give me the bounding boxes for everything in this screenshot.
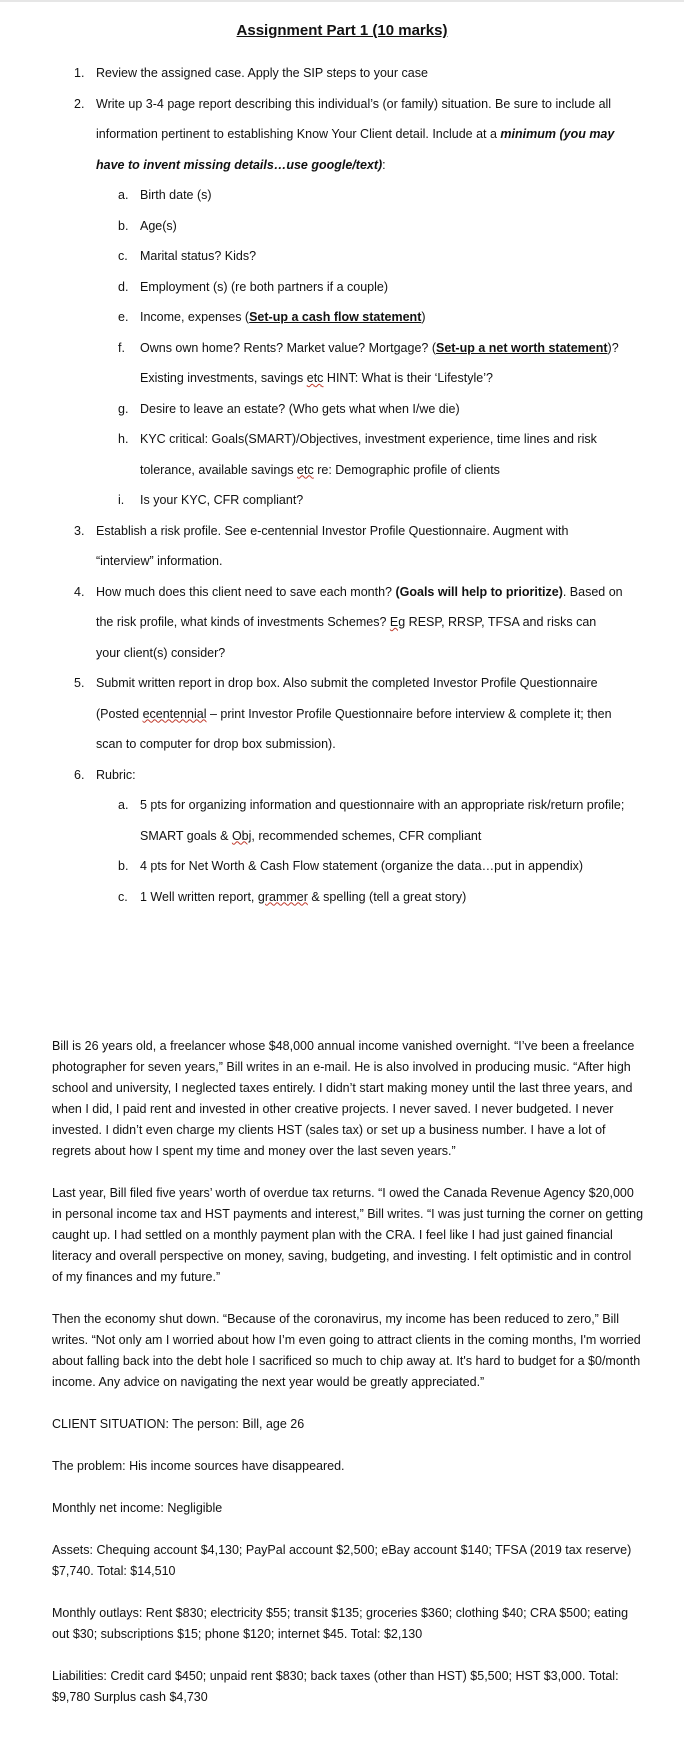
list-item: b. 4 pts for Net Worth & Cash Flow statement (organize the data…put in appendix): [118, 859, 584, 873]
list-item: e. Income, expenses (Set-up a cash flow statement): [118, 310, 426, 324]
assignment-title: Assignment Part 1 (10 marks): [236, 22, 448, 39]
problem-statement: The problem: His income sources have disappeared.: [52, 1459, 345, 1473]
monthly-outlays: Monthly outlays: Rent $830; electricity $55; transit $135; groceries $360; clothing $40; CRA $500; eating out $30; subscriptions $15; phone $120; internet $45. Total: $2,130: [52, 1606, 629, 1641]
list-item: 1. Review the assigned case. Apply the SIP steps to your case: [74, 66, 428, 80]
list-item: 2. Write up 3-4 page report describing this individual’s (or family) situation. Be sure to include all information pertinent to establishing Know Your Client detail. Include at a minimum (you may have to invent missing details…use google/text):: [74, 96, 615, 172]
case-paragraph: Bill is 26 years old, a freelancer whose $48,000 annual income vanished overnight. “I’ve been a freelance photographer for seven years,” Bill writes in an e-mail. He is also involved in producing music. “After high school and university, I neglected taxes entirely. I didn’t start making money until the last three years, and when I did, I paid rent and invested in other creative projects. I never saved. I never budgeted. I never invested. I didn’t even charge my clients HST (sales tax) or set up a business number. I have a lot of regrets about how I spent my time and money over the last seven years.”: [52, 1039, 635, 1158]
list-item: a. Birth date (s): [118, 188, 212, 202]
list-item: d. Employment (s) (re both partners if a couple): [118, 279, 389, 294]
list-item: 3. Establish a risk profile. See e-centennial Investor Profile Questionnaire. Augment with “interview” information.: [74, 523, 569, 568]
list-item: f. Owns own home? Rents? Market value? Mortgage? (Set-up a net worth statement)? Existing investments, savings etc HINT: What is their ‘Lifestyle’?: [118, 340, 619, 385]
page-top-edge: [0, 0, 684, 2]
list-item: 6. Rubric:: [74, 767, 136, 782]
list-item: c. 1 Well written report, grammer & spelling (tell a great story): [118, 889, 467, 904]
list-item: 5. Submit written report in drop box. Also submit the completed Investor Profile Questionnaire (Posted ecentennial – print Investor Profile Questionnaire before interview & complete it; then scan to computer for drop box submission).: [74, 676, 612, 751]
monthly-net-income: Monthly net income: Negligible: [52, 1501, 223, 1515]
list-item: b. Age(s): [118, 218, 177, 233]
case-paragraph: Last year, Bill filed five years’ worth of overdue tax returns. “I owed the Canada Revenue Agency $20,000 in personal income tax and HST payments and interest,” Bill writes. “I was just turning the corner on getting caught up. I had settled on a monthly payment plan with the CRA. I feel like I had just gained financial literacy and overall perspective on money, saving, budgeting, and investing. I felt optimistic and in control of my finances and my future.”: [52, 1186, 644, 1284]
list-item: g. Desire to leave an estate? (Who gets what when I/we die): [118, 401, 460, 416]
list-item: a. 5 pts for organizing information and questionnaire with an appropriate risk/return profile; SMART goals & Obj, recommended schemes, CFR compliant: [118, 798, 625, 843]
client-situation: CLIENT SITUATION: The person: Bill, age 26: [52, 1417, 305, 1431]
case-study: [52, 1036, 644, 1729]
assets-summary: Assets: Chequing account $4,130; PayPal account $2,500; eBay account $140; TFSA (2019 tax reserve) $7,740. Total: $14,510: [52, 1543, 632, 1578]
list-item: 4. How much does this client need to save each month? (Goals will help to prioritize). Based on the risk profile, what kinds of investments Schemes? Eg RESP, RRSP, TFSA and risks can your client(s) consider?: [74, 584, 623, 660]
case-paragraph: Then the economy shut down. “Because of the coronavirus, my income has been reduced to zero,” Bill writes. “Not only am I worried about how I’m even going to attract clients in the coming months, I'm worried about falling back into the debt hole I sacrificed so much to chip away at. It's hard to budget for a $0/month income. Any advice on navigating the next year would be greatly appreciated.”: [52, 1312, 641, 1389]
list-item: c. Marital status? Kids?: [118, 249, 257, 263]
list-item: i. Is your KYC, CFR compliant?: [118, 493, 304, 507]
list-item: h. KYC critical: Goals(SMART)/Objectives, investment experience, time lines and risk tolerance, available savings etc re: Demographic profile of clients: [118, 432, 597, 477]
instruction-list: [0, 58, 684, 912]
liabilities-summary: Liabilities: Credit card $450; unpaid rent $830; back taxes (other than HST) $5,500; HST $3,000. Total: $9,780 Surplus cash $4,730: [52, 1669, 619, 1704]
